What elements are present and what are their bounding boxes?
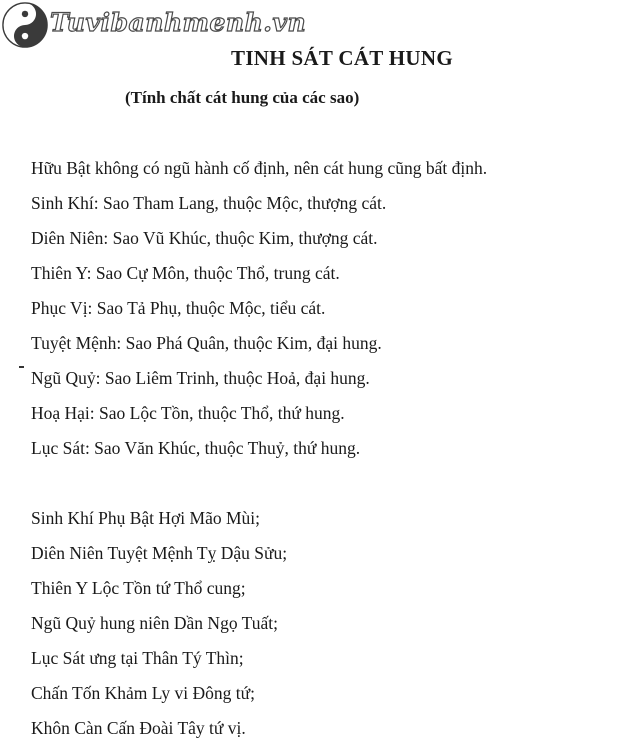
prose-line-hoa-hai: Hoạ Hại: Sao Lộc Tồn, thuộc Thổ, thứ hung. bbox=[31, 403, 345, 423]
prose-line-sinh-khi: Sinh Khí: Sao Tham Lang, thuộc Mộc, thượng cát. bbox=[31, 193, 387, 213]
prose-line-tuyet-menh: Tuyệt Mệnh: Sao Phá Quân, thuộc Kim, đại hung. bbox=[31, 333, 382, 353]
verse-line-2: Diên Niên Tuyệt Mệnh Tỵ Dậu Sửu; bbox=[31, 543, 288, 563]
prose-line-dien-nien: Diên Niên: Sao Vũ Khúc, thuộc Kim, thượng cát. bbox=[31, 228, 378, 248]
verse-line-3: Thiên Y Lộc Tồn tứ Thổ cung; bbox=[31, 578, 246, 598]
verse-line-6: Chấn Tốn Khảm Ly vi Đông tứ; bbox=[31, 683, 256, 703]
prose-line-phuc-vi: Phục Vị: Sao Tả Phụ, thuộc Mộc, tiểu cát. bbox=[31, 298, 326, 318]
watermark bbox=[0, 0, 307, 52]
prose-line-ngu-quy: Ngũ Quỷ: Sao Liêm Trinh, thuộc Hoả, đại hung. bbox=[31, 368, 370, 388]
prose-line-luc-sat: Lục Sát: Sao Văn Khúc, thuộc Thuỷ, thứ hung. bbox=[31, 438, 361, 458]
prose-line-huu-bat: Hữu Bật không có ngũ hành cố định, nên cát hung cũng bất định. bbox=[31, 158, 488, 178]
page-title: TINH SÁT CÁT HUNG bbox=[231, 46, 453, 70]
watermark-text: Tuvibanhmenh.vn bbox=[50, 8, 307, 37]
verse-line-1: Sinh Khí Phụ Bật Hợi Mão Mùi; bbox=[31, 508, 260, 528]
verse-line-5: Lục Sát ưng tại Thân Tý Thìn; bbox=[31, 648, 244, 668]
prose-line-thien-y: Thiên Y: Sao Cự Môn, thuộc Thổ, trung cát. bbox=[31, 263, 340, 283]
yin-yang-icon bbox=[2, 2, 48, 48]
page-subtitle: (Tính chất cát hung của các sao) bbox=[125, 88, 360, 107]
verse-line-7: Khôn Càn Cấn Đoài Tây tứ vị. bbox=[31, 718, 246, 738]
margin-mark bbox=[19, 366, 24, 368]
verse-line-4: Ngũ Quỷ hung niên Dần Ngọ Tuất; bbox=[31, 613, 278, 633]
